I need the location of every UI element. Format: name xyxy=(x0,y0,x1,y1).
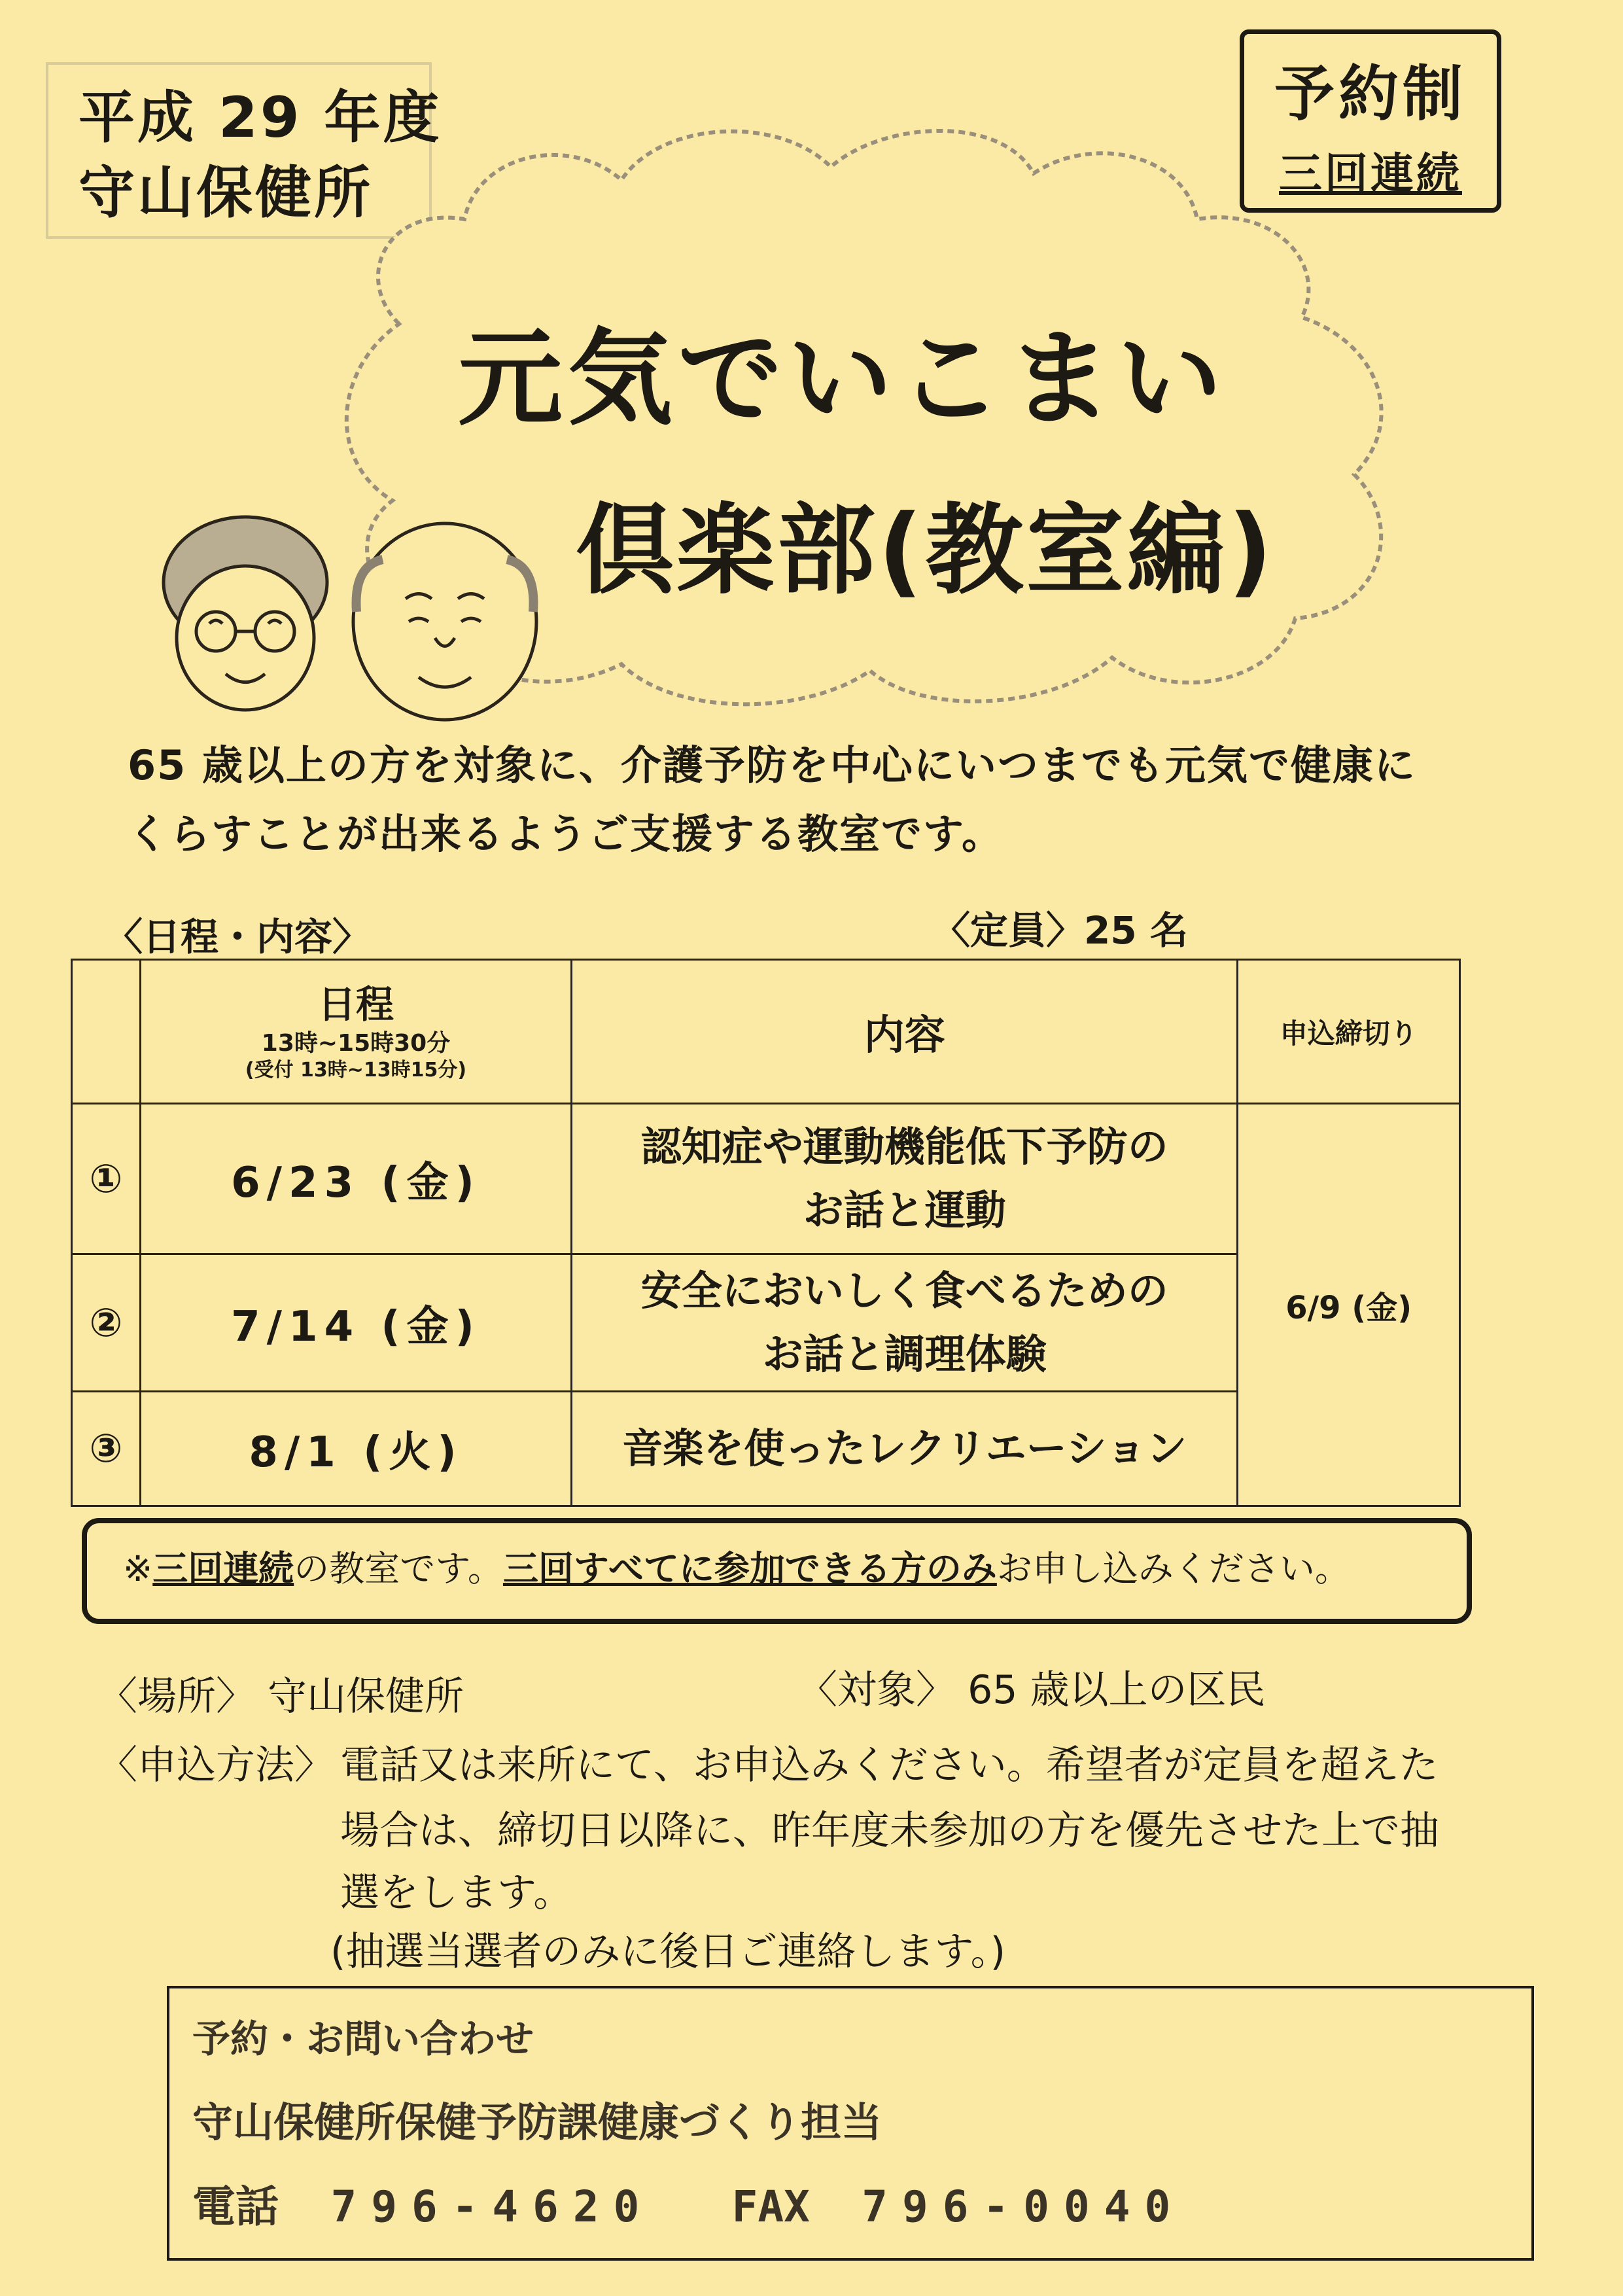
note-prefix: ※ xyxy=(123,1548,153,1589)
row-content xyxy=(572,1392,1238,1506)
target-value: 65 歳以上の区民 xyxy=(968,1667,1266,1713)
note-suffix: お申し込みください。 xyxy=(996,1548,1350,1589)
place-label: 〈場所〉 xyxy=(98,1674,255,1720)
intro-line2: くらすことが出来るようご支援する教室です。 xyxy=(128,810,1004,858)
attendance-note xyxy=(82,1518,1472,1624)
row-date: 6/23 (金) xyxy=(140,1104,571,1254)
contact-box xyxy=(167,1986,1534,2261)
row-content-line2: お話と調理体験 xyxy=(762,1330,1047,1378)
row-number: ② xyxy=(72,1254,141,1392)
schedule-label: 〈日程・内容〉 xyxy=(105,915,371,959)
row-number: ① xyxy=(72,1104,141,1254)
row-content xyxy=(572,1104,1238,1254)
header-content: 内容 xyxy=(572,960,1238,1104)
row-content-line2: お話と運動 xyxy=(803,1186,1006,1234)
row-content-line1: 音楽を使ったレクリエーション xyxy=(622,1424,1187,1472)
method-line3: 選をします。 xyxy=(340,1870,573,1916)
deadline-cell: 6/9 (金) xyxy=(1238,1104,1460,1506)
method-label: 〈申込方法〉 xyxy=(98,1742,334,1788)
row-content-line1: 安全においしく食べるための xyxy=(640,1267,1168,1315)
table-header-row xyxy=(72,960,1460,1104)
schedule-table xyxy=(71,959,1461,1507)
consecutive-label: 三回連続 xyxy=(1279,149,1462,199)
method-line2: 場合は、締切日以降に、昨年度未参加の方を優先させた上で抽 xyxy=(340,1808,1439,1854)
row-content xyxy=(572,1254,1238,1392)
note-emphasis-all-sessions: 三回すべてに参加できる方のみ xyxy=(502,1548,997,1589)
fax-number: 796-0040 xyxy=(862,2181,1185,2232)
header-reception: (受付 13時~13時15分) xyxy=(245,1058,467,1082)
target-info xyxy=(798,1659,1266,1715)
reservation-label: 予約制 xyxy=(1274,59,1467,129)
header-time: 13時~15時30分 xyxy=(261,1029,451,1057)
event-title-line1: 元気でいこまい xyxy=(458,317,1228,440)
row-date: 7/14 (金) xyxy=(140,1254,571,1392)
header-schedule-cell xyxy=(140,960,571,1104)
method-line1: 電話又は来所にて、お申込みください。希望者が定員を超えた xyxy=(340,1742,1439,1788)
row-content-line1: 認知症や運動機能低下予防の xyxy=(640,1123,1168,1171)
lottery-note: (抽選当選者のみに後日ご連絡します。) xyxy=(330,1929,1006,1975)
row-date: 8/1 (火) xyxy=(140,1392,571,1506)
contact-phone-line xyxy=(192,2172,1185,2234)
contact-heading: 予約・お問い合わせ xyxy=(192,2017,534,2061)
fiscal-year: 平成 29 年度 xyxy=(79,85,442,150)
contact-department: 守山保健所保健予防課健康づくり担当 xyxy=(192,2098,882,2146)
intro-line1: 65 歳以上の方を対象に、介護予防を中心にいつまでも元気で健康に xyxy=(128,741,1416,789)
grandmother-icon xyxy=(164,517,327,710)
elderly-couple-illustration xyxy=(147,507,553,723)
place-info xyxy=(98,1665,464,1722)
header-schedule: 日程 xyxy=(317,982,394,1027)
capacity-label: 〈定員〉25 名 xyxy=(932,908,1188,953)
target-label: 〈対象〉 xyxy=(798,1667,955,1713)
grandfather-icon xyxy=(353,523,536,720)
table-row xyxy=(72,1104,1460,1254)
header-deadline: 申込締切り xyxy=(1238,960,1460,1104)
place-value: 守山保健所 xyxy=(268,1674,464,1720)
health-center-name: 守山保健所 xyxy=(79,160,373,226)
note-emphasis-consecutive: 三回連続 xyxy=(152,1548,294,1589)
phone-label: 電話 xyxy=(192,2181,279,2232)
header-num-cell xyxy=(72,960,141,1104)
note-middle: の教室です。 xyxy=(294,1548,503,1589)
fax-label: FAX xyxy=(731,2181,810,2232)
phone-number: 796-4620 xyxy=(330,2181,654,2232)
row-number: ③ xyxy=(72,1392,141,1506)
event-title-line2: 倶楽部(教室編) xyxy=(576,494,1276,608)
